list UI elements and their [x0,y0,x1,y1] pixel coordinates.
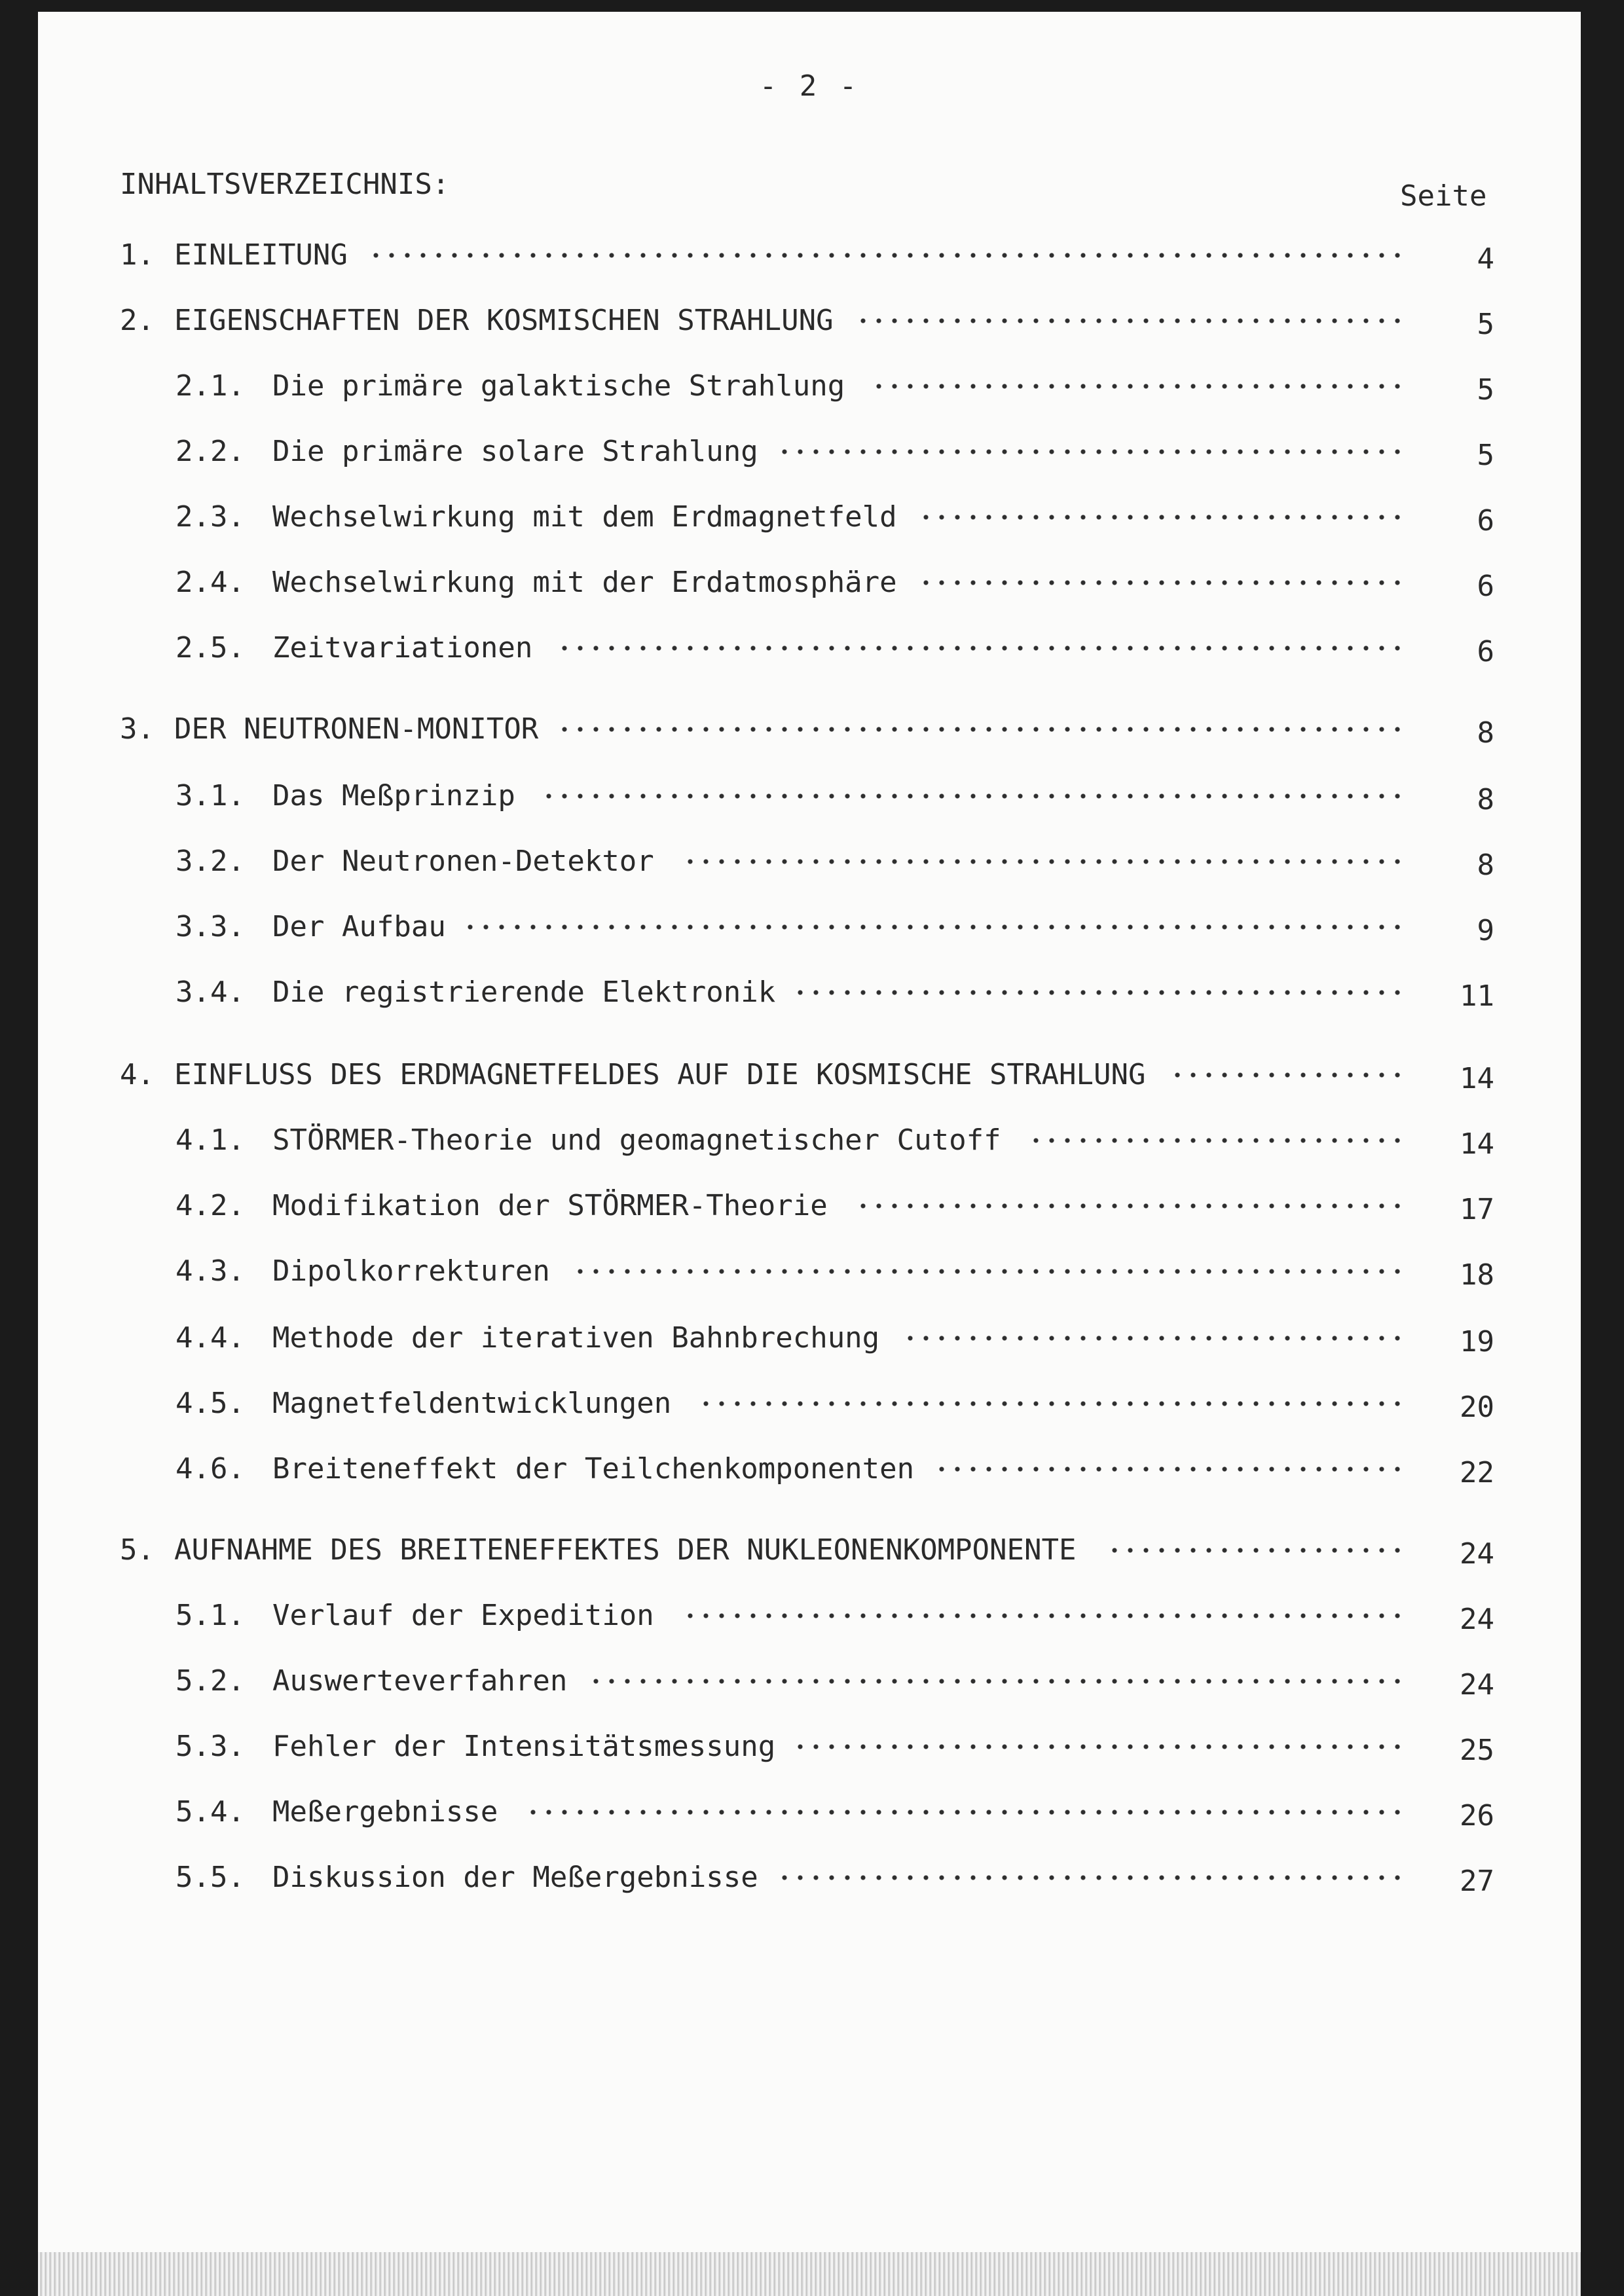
toc-entry-title: Wechselwirkung mit der Erdatmosphäre [272,566,897,599]
toc-leader-dots [462,919,1405,935]
toc-entry [38,367,1581,406]
toc-entry [38,1596,1581,1635]
toc-entry-page: 22 [1460,1456,1494,1489]
toc-entry-title: Verlauf der Expedition [272,1599,654,1632]
toc-leader-dots [777,444,1405,460]
toc-leader-dots [855,313,1405,329]
toc-entry [38,629,1581,668]
toc-entry-page: 8 [1477,783,1494,816]
toc-entry-number: 4.5. [175,1387,245,1420]
toc-leader-dots [698,1396,1405,1412]
toc-leader-dots [368,247,1405,263]
toc-entry-title: Die registrierende Elektronik [272,975,776,1009]
toc-entry-title: EINLEITUNG [174,238,348,272]
toc-entry-page: 5 [1477,373,1494,407]
toc-entry [38,973,1581,1012]
toc-entry-number: 1. [120,238,155,272]
toc-entry-number: 2.2. [175,435,245,468]
toc-entry-page: 24 [1460,1668,1494,1702]
toc-leader-dots [525,1804,1405,1820]
toc-entry-title: DER NEUTRONEN-MONITOR [174,712,539,746]
toc-entry-title: EINFLUSS DES ERDMAGNETFELDES AUF DIE KOSMISCHE STRAHLUNG [174,1058,1146,1091]
toc-entry-number: 4.3. [175,1254,245,1288]
toc-entry-page: 5 [1477,308,1494,341]
toc-entry-number: 2.3. [175,500,245,534]
page-column-label: Seite [1400,179,1487,213]
toc-entry [38,301,1581,340]
toc-entry-number: 3.2. [175,845,245,878]
toc-entry-title: Der Aufbau [272,910,446,943]
toc-entry-number: 2. [120,304,155,337]
toc-entry-title: Dipolkorrekturen [272,1254,550,1288]
toc-entry [38,563,1581,602]
toc-entry-title: Das Meßprinzip [272,779,515,812]
toc-entry-page: 25 [1460,1734,1494,1767]
toc-entry [38,498,1581,537]
toc-leader-dots [588,1673,1405,1689]
toc-entry-title: Fehler der Intensitätsmessung [272,1730,776,1763]
toc-entry-number: 5. [120,1533,155,1567]
toc-entry-number: 4. [120,1058,155,1091]
toc-heading: INHALTSVERZEICHNIS: [120,168,450,201]
toc-entry-title: Auswerteverfahren [272,1664,568,1698]
toc-entry-page: 27 [1460,1865,1494,1898]
toc-entry [38,710,1581,749]
toc-entry-number: 3. [120,712,155,746]
toc-entry-page: 24 [1460,1603,1494,1636]
toc-entry-number: 4.4. [175,1321,245,1355]
toc-entry-title: Breiteneffekt der Teilchenkomponenten [272,1452,915,1485]
toc-entry-page: 4 [1477,242,1494,276]
toc-leader-dots [541,788,1405,804]
toc-leader-dots [1028,1133,1405,1148]
toc-entry-title: Zeitvariationen [272,631,533,665]
toc-entry-title: Diskussion der Meßergebnisse [272,1861,758,1894]
toc-entry-page: 5 [1477,439,1494,472]
toc-leader-dots [557,721,1405,737]
toc-entry-number: 4.1. [175,1123,245,1157]
toc-leader-dots [934,1461,1405,1477]
toc-entry-number: 5.3. [175,1730,245,1763]
toc-leader-dots [855,1198,1405,1214]
toc-entry [38,907,1581,947]
toc-leader-dots [572,1264,1405,1279]
toc-entry [38,1727,1581,1766]
toc-leader-dots [871,378,1405,394]
toc-entry-page: 26 [1460,1799,1494,1832]
toc-entry-number: 2.1. [175,369,245,403]
toc-entry [38,776,1581,816]
toc-entry [38,1121,1581,1160]
toc-entry [38,1449,1581,1489]
toc-entry-title: Der Neutronen-Detektor [272,845,654,878]
toc-entry-page: 17 [1460,1193,1494,1226]
toc-entry-page: 11 [1460,979,1494,1013]
toc-entry-title: Wechselwirkung mit dem Erdmagnetfeld [272,500,897,534]
toc-entry-number: 5.1. [175,1599,245,1632]
toc-entry [38,432,1581,471]
toc-leader-dots [557,640,1405,656]
toc-entry-number: 5.5. [175,1861,245,1894]
toc-entry-title: Die primäre galaktische Strahlung [272,369,845,403]
toc-entry [38,1662,1581,1701]
toc-leader-dots [918,509,1405,525]
toc-entry-page: 14 [1460,1062,1494,1095]
toc-entry-title: STÖRMER-Theorie und geomagnetischer Cutoff [272,1123,1001,1157]
scan-edge-strip [38,2252,1581,2296]
toc-entry-page: 19 [1460,1325,1494,1358]
toc-entry-number: 2.4. [175,566,245,599]
toc-entry [38,1858,1581,1897]
toc-entry-title: Modifikation der STÖRMER-Theorie [272,1189,828,1222]
toc-entry-title: Methode der iterativen Bahnbrechung [272,1321,880,1355]
toc-entry [38,1252,1581,1291]
toc-leader-dots [902,1330,1405,1346]
toc-leader-dots [792,985,1405,1000]
toc-entry-number: 3.4. [175,975,245,1009]
toc-leader-dots [1170,1067,1405,1083]
toc-entry-page: 9 [1477,914,1494,947]
toc-entry-title: Meßergebnisse [272,1795,498,1829]
toc-entry-page: 14 [1460,1127,1494,1161]
toc-entry-page: 20 [1460,1391,1494,1424]
toc-entry-number: 4.2. [175,1189,245,1222]
toc-leader-dots [1107,1542,1405,1558]
toc-entry [38,1384,1581,1423]
toc-entry-number: 2.5. [175,631,245,665]
toc-entry-title: EIGENSCHAFTEN DER KOSMISCHEN STRAHLUNG [174,304,834,337]
toc-entry-number: 3.1. [175,779,245,812]
toc-leader-dots [918,575,1405,591]
page-number: - 2 - [759,69,860,103]
toc-entry-title: AUFNAHME DES BREITENEFFEKTES DER NUKLEONENKOMPONENTE [174,1533,1077,1567]
toc-entry-number: 5.2. [175,1664,245,1698]
toc-leader-dots [792,1739,1405,1755]
toc-entry-page: 6 [1477,570,1494,603]
toc-entry [38,1793,1581,1832]
toc-entry [38,1319,1581,1358]
toc-entry-title: Die primäre solare Strahlung [272,435,758,468]
toc-entry-title: Magnetfeldentwicklungen [272,1387,672,1420]
toc-entry-number: 5.4. [175,1795,245,1829]
document-page [38,12,1581,2252]
toc-entry [38,1055,1581,1095]
toc-entry-page: 8 [1477,716,1494,750]
toc-entry-page: 8 [1477,848,1494,882]
toc-entry-page: 18 [1460,1258,1494,1292]
toc-entry-page: 24 [1460,1537,1494,1571]
toc-leader-dots [682,854,1405,869]
toc-entry-number: 3.3. [175,910,245,943]
toc-entry [38,842,1581,881]
toc-entry [38,1531,1581,1570]
toc-entry [38,236,1581,275]
toc-leader-dots [682,1608,1405,1624]
toc-entry-number: 4.6. [175,1452,245,1485]
toc-entry [38,1186,1581,1226]
table-of-contents [38,12,1581,2252]
toc-leader-dots [777,1870,1405,1886]
toc-entry-page: 6 [1477,504,1494,538]
toc-entry-page: 6 [1477,635,1494,668]
